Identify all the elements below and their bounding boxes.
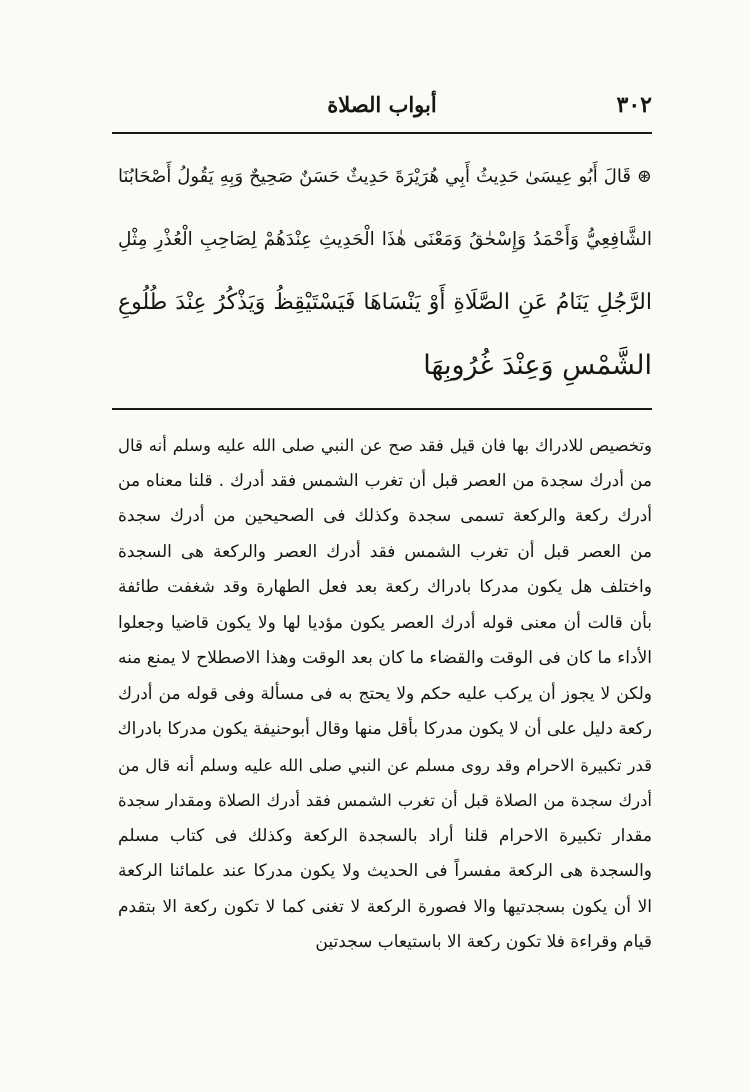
hadith-line: الرَّجُلِ يَنَامُ عَنِ الصَّلَاةِ أَوْ يَنْسَاهَا فَيَسْتَيْقِظُ وَيَذْكُرُ عِنْدَ طُلُوعِ	[118, 290, 652, 315]
commentary-line: ولكن لا يجوز أن يركب عليه حكم ولا يحتج به فى مسألة وفى قوله من أدرك	[118, 683, 652, 704]
commentary-line: الا أن يكون بسجدتيها والا فصورة الركعة لا تغنى كما لا تكون ركعة الا بتقدم	[118, 896, 652, 917]
commentary-line: من العصر قبل أن تغرب الشمس فقد أدرك العصر والركعة هى السجدة	[118, 541, 652, 562]
commentary-divider	[112, 408, 652, 410]
commentary-line: ركعة دليل على أن لا يكون مدركا بأقل منها وقال أبوحنيفة يكون مدركا بادراك	[118, 719, 652, 739]
commentary-line: الأداء ما كان فى الوقت والقضاء ما كان بعد الوقت وهذا الاصطلاح لا يمنع منه	[118, 648, 652, 668]
commentary-line: قيام وقراءة فلا تكون ركعة الا باستيعاب سجدتين	[315, 932, 652, 952]
commentary-line: مقدار تكبيرة الاحرام قلنا أراد بالسجدة الركعة وكذلك فى كتاب مسلم	[118, 825, 652, 846]
commentary-line: بأن قالت أن معنى قوله أدرك العصر يكون مؤديا لها ولا يكون قاضيا وجعلوا	[118, 612, 652, 633]
hadith-line: الشَّافِعِيُّ وَأَحْمَدُ وَإِسْحٰقُ وَمَعْنَى هٰذَا الْحَدِيثِ عِنْدَهُمْ لِصَاحِبِ الْعُذْرِ مِثْلِ	[118, 229, 652, 250]
page-header	[112, 92, 652, 122]
commentary-line: واختلف هل يكون مدركا بادراك ركعة بعد فعل الطهارة وقد شغفت طائفة	[118, 577, 652, 597]
commentary-line: وتخصيص للادراك بها فان قيل فقد صح عن النبي صلى الله عليه وسلم أنه قال	[118, 436, 652, 455]
commentary-line: قدر تكبيرة الاحرام وقد روى مسلم عن النبي صلى الله عليه وسلم أنه قال من	[118, 755, 652, 775]
commentary-line: أدرك سجدة من الصلاة قبل أن تغرب الشمس فقد أدرك الصلاة ومقدار سجدة	[118, 791, 652, 810]
hadith-text	[118, 145, 652, 397]
commentary-text	[118, 428, 652, 961]
page-number: ٣٠٢	[616, 92, 652, 118]
hadith-line: الشَّمْسِ وَعِنْدَ غُرُوبِهَا	[423, 350, 652, 381]
running-title: أبواب الصلاة	[327, 92, 437, 117]
header-rule	[112, 132, 652, 134]
commentary-line: أدرك ركعة والركعة تسمى سجدة وكذلك فى الصحيحين من أدرك سجدة	[118, 506, 652, 526]
commentary-line: والسجدة هى الركعة مفسراً فى الحديث ولا يكون مدركا عند علمائنا الركعة	[118, 861, 652, 881]
hadith-line: ⊛ قَالَ أَبُو عِيسَىٰ حَدِيثُ أَبِي هُرَيْرَةَ حَدِيثٌ حَسَنٌ صَحِيحٌ وَبِهِ يَقُولُ أَصْحَابُنَا	[118, 166, 652, 187]
commentary-line: من أدرك سجدة من العصر قبل أن تغرب الشمس فقد أدرك . قلنا معناه من	[118, 470, 652, 491]
